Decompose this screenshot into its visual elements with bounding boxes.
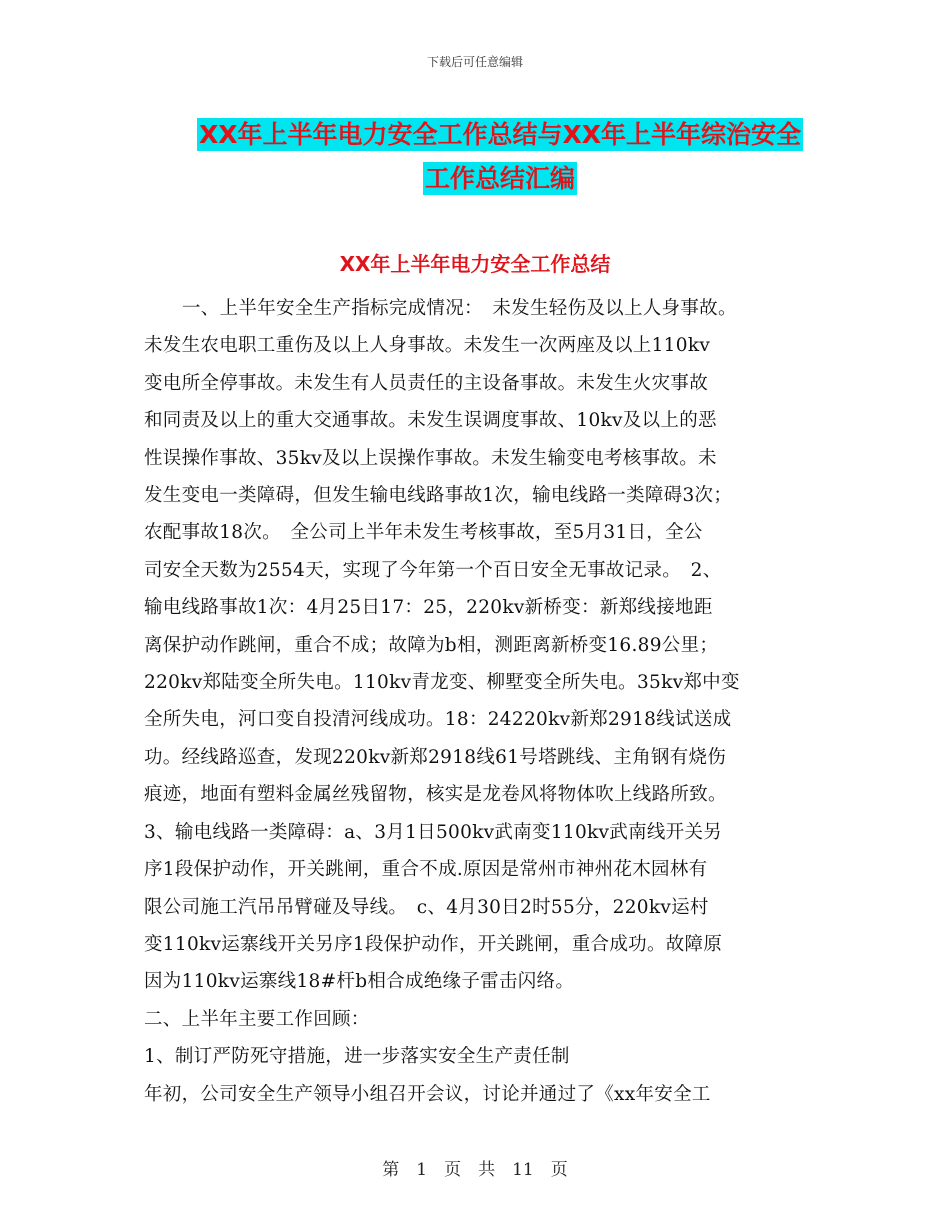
body-line: 220kv郑陆变全所失电。110kv青龙变、柳墅变全所失电。35kv郑中变 — [144, 672, 740, 694]
document-title-line-1: XX年上半年电力安全工作总结与XX年上半年综治安全 — [198, 120, 802, 149]
body-line: 因为110kv运寨线18#杆b相合成绝缘子雷击闪络。 — [144, 971, 575, 993]
body-line: 未发生农电职工重伤及以上人身事故。未发生一次两座及以上110kv — [144, 335, 711, 357]
body-line: 变110kv运寨线开关另序1段保护动作，开关跳闸，重合成功。故障原 — [144, 933, 723, 955]
body-line: 性误操作事故、35kv及以上误操作事故。未发生输变电考核事故。未 — [144, 447, 717, 469]
section-title: XX年上半年电力安全工作总结 — [339, 252, 611, 276]
page-number-footer: 第 1 页 共 11 页 — [382, 1160, 568, 1180]
body-line: 一、上半年安全生产指标完成情况： 未发生轻伤及以上人身事故。 — [182, 298, 737, 319]
body-line: 农配事故18次。 全公司上半年未发生考核事故，至5月31日，全公 — [144, 522, 703, 544]
document-title — [180, 113, 820, 201]
page-header: 下载后可任意编辑 — [426, 55, 523, 69]
body-line: 和同责及以上的重大交通事故。未发生误调度事故、10kv及以上的恶 — [144, 410, 717, 432]
body-line: 离保护动作跳闸，重合不成；故障为b相，测距离新桥变16.89公里； — [144, 634, 719, 656]
body-line: 司安全天数为2554天，实现了今年第一个百日安全无事故记录。 2、 — [144, 559, 722, 581]
body-line: 限公司施工汽吊吊臂碰及导线。 c、4月30日2时55分，220kv运村 — [144, 896, 709, 918]
body-line: 变电所全停事故。未发生有人员责任的主设备事故。未发生火灾事故 — [144, 372, 709, 394]
body-line: 痕迹，地面有塑料金属丝残留物，核实是龙卷风将物体吹上线路所致。 — [144, 784, 727, 806]
body-line: 3、输电线路一类障碍：a、3月1日500kv武南变110kv武南线开关另 — [144, 821, 723, 843]
body-line: 全所失电，河口变自投清河线成功。18：24220kv新郑2918线试送成 — [144, 709, 732, 731]
document-title-line-2: 工作总结汇编 — [424, 164, 575, 193]
body-line: 发生变电一类障碍，但发生输电线路事故1次，输电线路一类障碍3次； — [144, 485, 733, 507]
body-line: 二、上半年主要工作回顾： — [144, 1008, 370, 1030]
document-body — [144, 290, 830, 1113]
body-line: 年初，公司安全生产领导小组召开会议，讨论并通过了《xx年安全工 — [144, 1083, 711, 1105]
body-line: 输电线路事故1次：4月25日17：25，220kv新桥变：新郑线接地距 — [144, 597, 713, 619]
body-line: 1、制订严防死守措施，进一步落实安全生产责任制 — [144, 1046, 570, 1068]
body-line: 功。经线路巡查，发现220kv新郑2918线61号塔跳线、主角钢有烧伤 — [144, 746, 727, 768]
body-line: 序1段保护动作，开关跳闸，重合不成.原因是常州市神州花木园林有 — [144, 859, 708, 881]
